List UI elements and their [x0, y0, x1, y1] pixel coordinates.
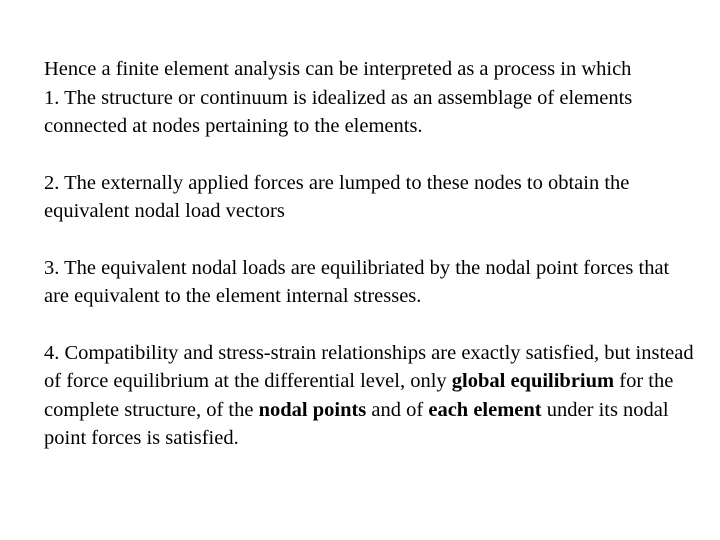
list-item-4: [44, 339, 694, 453]
item4-bold-global-equilibrium: global equilibrium: [451, 370, 615, 392]
item4-text-3: and of: [366, 398, 429, 421]
item4-bold-nodal-points: nodal points: [258, 398, 367, 421]
list-item-1: 1. The structure or continuum is idealized as an assemblage of elements connected at nodes pertaining to the elements.: [44, 86, 633, 137]
list-item-2: 2. The externally applied forces are lumped to these nodes to obtain the equivalent nodal load vectors: [44, 171, 630, 222]
item4-text-4: under its nodal point forces is satisfied.: [44, 398, 669, 449]
item4-bold-each-element: each element: [428, 398, 542, 421]
item4-text-2: for the complete structure, of the: [44, 370, 674, 421]
list-item-3: 3. The equivalent nodal loads are equilibriated by the nodal point forces that are equivalent to the element internal stresses.: [44, 256, 670, 307]
slide-body: [44, 55, 694, 453]
item4-text-1: 4. Compatibility and stress-strain relationships are exactly satisfied, but instead of force equilibrium at the differential level, only: [44, 341, 694, 392]
intro-text: Hence a finite element analysis can be interpreted as a process in which: [44, 58, 632, 80]
